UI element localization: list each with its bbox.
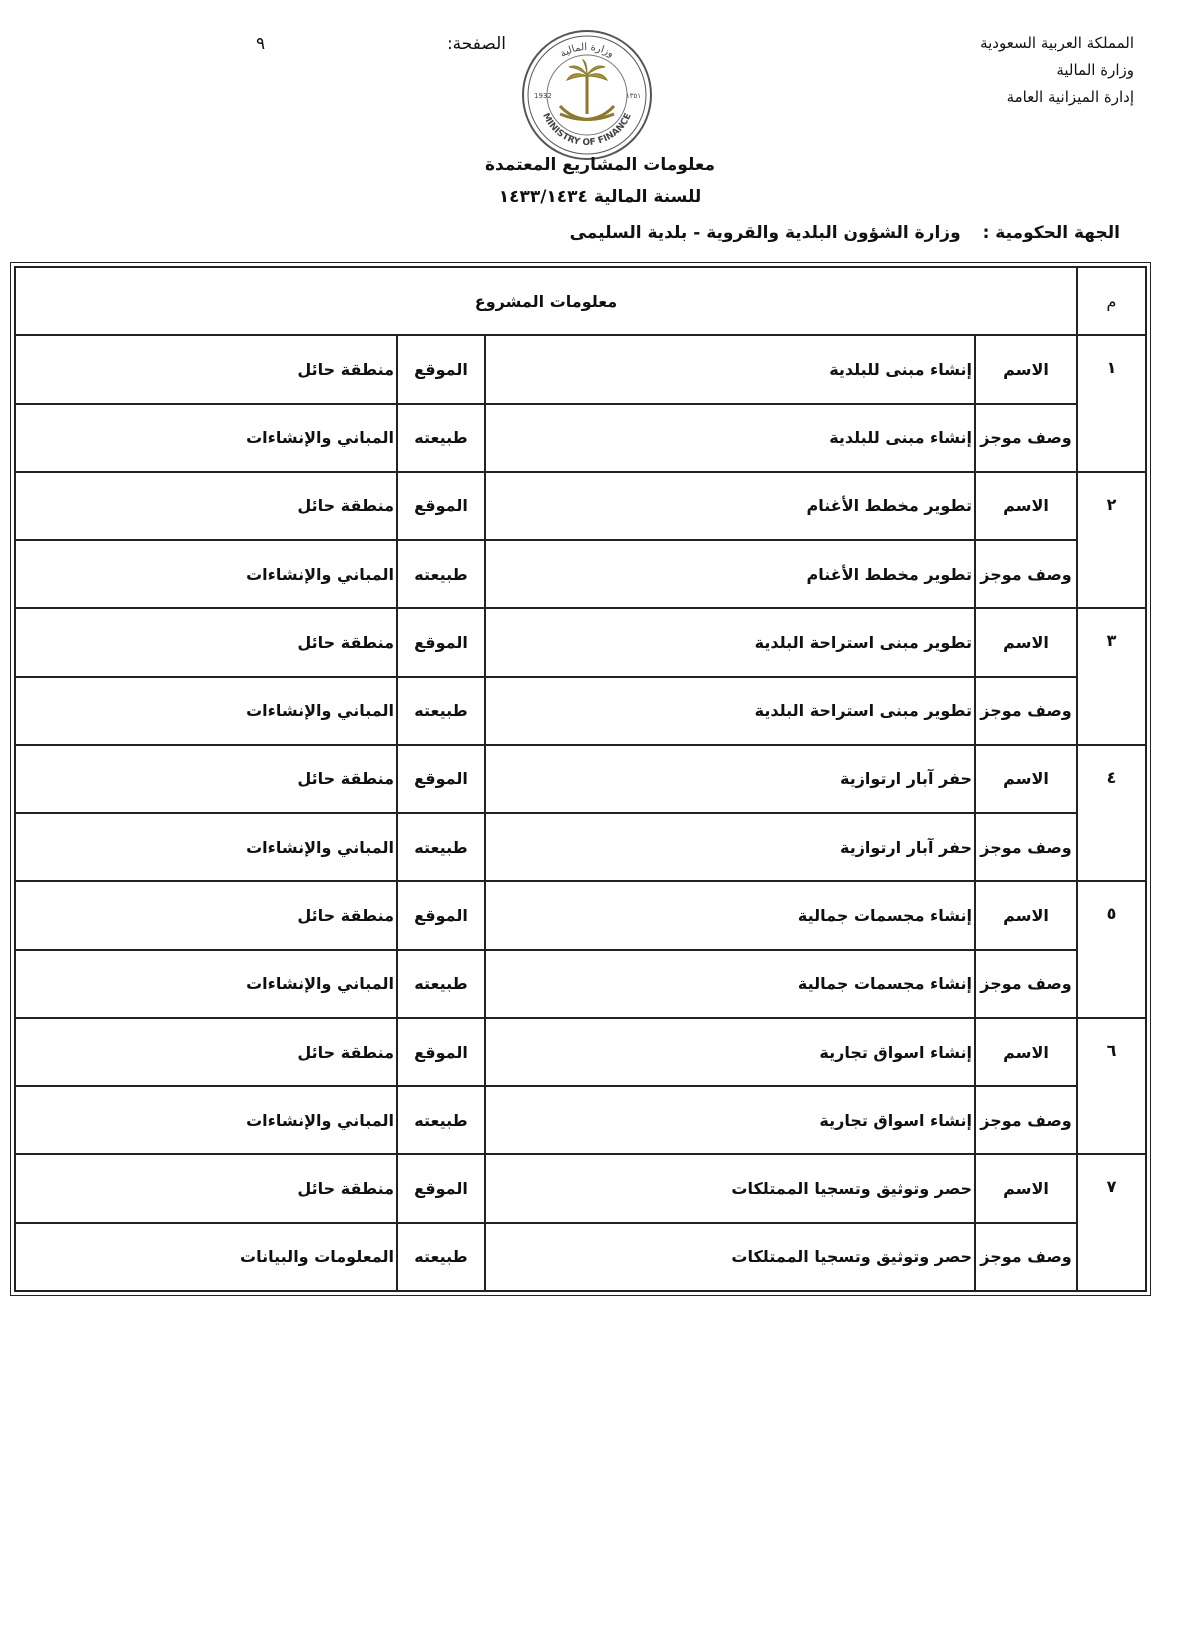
ministry-logo — [520, 28, 654, 162]
svg-text:وزارة المالية — [558, 42, 615, 60]
project-nature: المباني والإنشاءات — [15, 677, 397, 745]
table-row — [15, 472, 1146, 540]
project-nature: المباني والإنشاءات — [15, 540, 397, 608]
project-location: منطقة حائل — [15, 608, 397, 676]
logo-text-top: وزارة المالية — [558, 41, 616, 60]
project-number: ٣ — [1077, 608, 1146, 745]
location-label: الموقع — [397, 745, 485, 813]
description-label: وصف موجز — [975, 1086, 1077, 1154]
nature-label: طبيعته — [397, 404, 485, 472]
name-label: الاسم — [975, 1154, 1077, 1222]
nature-label: طبيعته — [397, 1223, 485, 1291]
table-row — [15, 677, 1146, 745]
project-location: منطقة حائل — [15, 1154, 397, 1222]
location-label: الموقع — [397, 608, 485, 676]
location-label: الموقع — [397, 472, 485, 540]
project-number: ٢ — [1077, 472, 1146, 609]
project-name: تطوير مخطط الأغنام — [485, 472, 975, 540]
name-label: الاسم — [975, 608, 1077, 676]
table-row — [15, 1223, 1146, 1291]
project-name: حفر آبار ارتوازية — [485, 745, 975, 813]
project-nature: المباني والإنشاءات — [15, 404, 397, 472]
nature-label: طبيعته — [397, 1086, 485, 1154]
description-label: وصف موجز — [975, 1223, 1077, 1291]
project-number: ٥ — [1077, 881, 1146, 1018]
project-nature: المباني والإنشاءات — [15, 950, 397, 1018]
project-description: إنشاء مبنى للبلدية — [485, 404, 975, 472]
org-line-kingdom: المملكة العربية السعودية — [980, 34, 1134, 52]
project-number: ١ — [1077, 335, 1146, 472]
logo-year-right: ١٣٥١ — [626, 92, 642, 100]
project-location: منطقة حائل — [15, 472, 397, 540]
project-description: حصر وتوثيق وتسجيا الممتلكات — [485, 1223, 975, 1291]
nature-label: طبيعته — [397, 540, 485, 608]
nature-label: طبيعته — [397, 813, 485, 881]
fiscal-year: للسنة المالية ١٤٣٣/١٤٣٤ — [498, 187, 702, 207]
table-row — [15, 813, 1146, 881]
name-label: الاسم — [975, 745, 1077, 813]
location-label: الموقع — [397, 335, 485, 403]
description-label: وصف موجز — [975, 813, 1077, 881]
project-location: منطقة حائل — [15, 1018, 397, 1086]
name-label: الاسم — [975, 335, 1077, 403]
project-name: إنشاء مبنى للبلدية — [485, 335, 975, 403]
organization-block — [874, 30, 1134, 111]
project-description: تطوير مبنى استراحة البلدية — [485, 677, 975, 745]
project-number: ٤ — [1077, 745, 1146, 882]
project-name: إنشاء اسواق تجارية — [485, 1018, 975, 1086]
page-number: ٩ — [256, 34, 266, 54]
name-label: الاسم — [975, 1018, 1077, 1086]
table-row — [15, 1018, 1146, 1086]
project-number: ٧ — [1077, 1154, 1146, 1291]
project-nature: المباني والإنشاءات — [15, 813, 397, 881]
table-row — [15, 950, 1146, 1018]
logo-text-bottom: MINISTRY OF FINANCE — [540, 111, 634, 149]
nature-label: طبيعته — [397, 677, 485, 745]
palm-tree-icon — [567, 60, 607, 114]
table-header-row — [15, 267, 1146, 335]
logo-year-left: 1932 — [534, 92, 552, 100]
column-header-index: م — [1077, 267, 1146, 335]
project-number: ٦ — [1077, 1018, 1146, 1155]
column-header-project-info: معلومات المشروع — [15, 267, 1077, 335]
location-label: الموقع — [397, 1018, 485, 1086]
project-name: حصر وتوثيق وتسجيا الممتلكات — [485, 1154, 975, 1222]
table-row — [15, 745, 1146, 813]
project-description: إنشاء اسواق تجارية — [485, 1086, 975, 1154]
project-description: تطوير مخطط الأغنام — [485, 540, 975, 608]
project-location: منطقة حائل — [15, 335, 397, 403]
government-entity — [570, 223, 1120, 243]
project-location: منطقة حائل — [15, 881, 397, 949]
projects-table — [14, 266, 1147, 1292]
project-name: إنشاء مجسمات جمالية — [485, 881, 975, 949]
page-label: الصفحة: — [446, 34, 506, 54]
entity-value: وزارة الشؤون البلدية والقروية - بلدية السليمى — [569, 223, 961, 243]
project-description: إنشاء مجسمات جمالية — [485, 950, 975, 1018]
table-row — [15, 1086, 1146, 1154]
project-description: حفر آبار ارتوازية — [485, 813, 975, 881]
nature-label: طبيعته — [397, 950, 485, 1018]
location-label: الموقع — [397, 881, 485, 949]
document-title: معلومات المشاريع المعتمدة — [484, 155, 715, 175]
table-row — [15, 608, 1146, 676]
description-label: وصف موجز — [975, 540, 1077, 608]
description-label: وصف موجز — [975, 404, 1077, 472]
description-label: وصف موجز — [975, 950, 1077, 1018]
location-label: الموقع — [397, 1154, 485, 1222]
table-row — [15, 881, 1146, 949]
table-row — [15, 335, 1146, 403]
project-nature: المعلومات والبيانات — [15, 1223, 397, 1291]
project-nature: المباني والإنشاءات — [15, 1086, 397, 1154]
name-label: الاسم — [975, 472, 1077, 540]
table-row — [15, 540, 1146, 608]
name-label: الاسم — [975, 881, 1077, 949]
entity-label: الجهة الحكومية : — [982, 223, 1120, 243]
table-row — [15, 404, 1146, 472]
org-line-ministry: وزارة المالية — [1056, 61, 1134, 79]
project-name: تطوير مبنى استراحة البلدية — [485, 608, 975, 676]
description-label: وصف موجز — [975, 677, 1077, 745]
org-line-department: إدارة الميزانية العامة — [1006, 88, 1134, 106]
project-location: منطقة حائل — [15, 745, 397, 813]
table-row — [15, 1154, 1146, 1222]
